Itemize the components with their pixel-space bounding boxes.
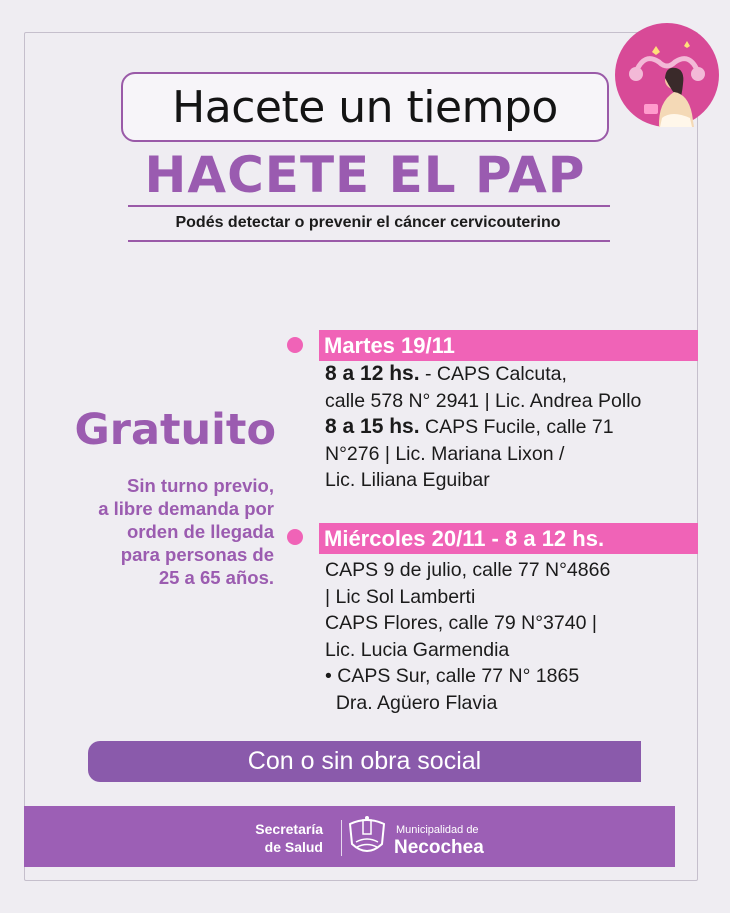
schedule-line: Lic. Lucia Garmendia [325, 638, 510, 661]
page-subtitle: HACETE EL PAP [144, 146, 586, 204]
municipality-label: Municipalidad de [396, 824, 479, 836]
location-text: Lic. Liliana Eguibar [325, 469, 490, 491]
necochea-crest-icon [346, 814, 388, 860]
time-range: 8 a 15 hs. [325, 415, 420, 438]
schedule-line: CAPS Flores, calle 79 N°3740 | [325, 612, 597, 634]
divider-line [128, 205, 610, 207]
free-headline: Gratuito [74, 405, 276, 455]
time-range: 8 a 12 hs. [325, 362, 420, 385]
condition-line: 25 a 65 años. [158, 567, 274, 588]
bullet-dot [287, 529, 303, 545]
location-text: calle 578 N° 2941 | Lic. Andrea Pollo [325, 389, 642, 412]
condition-line: a libre demanda por [98, 498, 274, 519]
bullet-dot [287, 337, 303, 353]
footer-divider [341, 820, 342, 856]
schedule-line: CAPS 9 de julio, calle 77 N°4866 [325, 559, 611, 581]
location-text: N°276 | Lic. Mariana Lixon / [325, 442, 565, 465]
schedule-wednesday [325, 557, 610, 716]
secretaria-line: de Salud [264, 839, 323, 855]
day-banner-wednesday: Miércoles 20/11 - 8 a 12 hs. [319, 523, 698, 554]
secretaria-text [219, 820, 323, 856]
location-text: - CAPS Calcuta, [419, 363, 567, 385]
schedule-line [325, 414, 641, 441]
schedule-line [325, 441, 641, 468]
municipality-name: Necochea [394, 837, 484, 858]
page-title: Hacete un tiempo [172, 81, 558, 133]
condition-line: orden de llegada [126, 521, 274, 542]
schedule-line: • CAPS Sur, calle 77 N° 1865 [325, 665, 580, 687]
schedule-line: Dra. Agüero Flavia [325, 691, 498, 714]
insurance-banner: Con o sin obra social [88, 741, 641, 782]
conditions-text [30, 474, 274, 589]
woman-illustration-icon [614, 22, 720, 128]
condition-line: para personas de [120, 544, 274, 565]
condition-line: Sin turno previo, [127, 475, 274, 496]
divider-line [128, 240, 610, 242]
schedule-line [325, 467, 641, 494]
location-text: CAPS Fucile, calle 71 [419, 416, 614, 438]
secretaria-line: Secretaría [255, 821, 323, 837]
day-banner-tuesday: Martes 19/11 [319, 330, 698, 361]
schedule-line [325, 361, 641, 388]
schedule-line [325, 388, 641, 415]
schedule-tuesday [325, 361, 641, 494]
title-box [121, 72, 609, 142]
tagline: Podés detectar o prevenir el cáncer cervicouterino [175, 214, 561, 231]
footer [24, 806, 675, 867]
schedule-line: | Lic Sol Lamberti [325, 585, 476, 608]
